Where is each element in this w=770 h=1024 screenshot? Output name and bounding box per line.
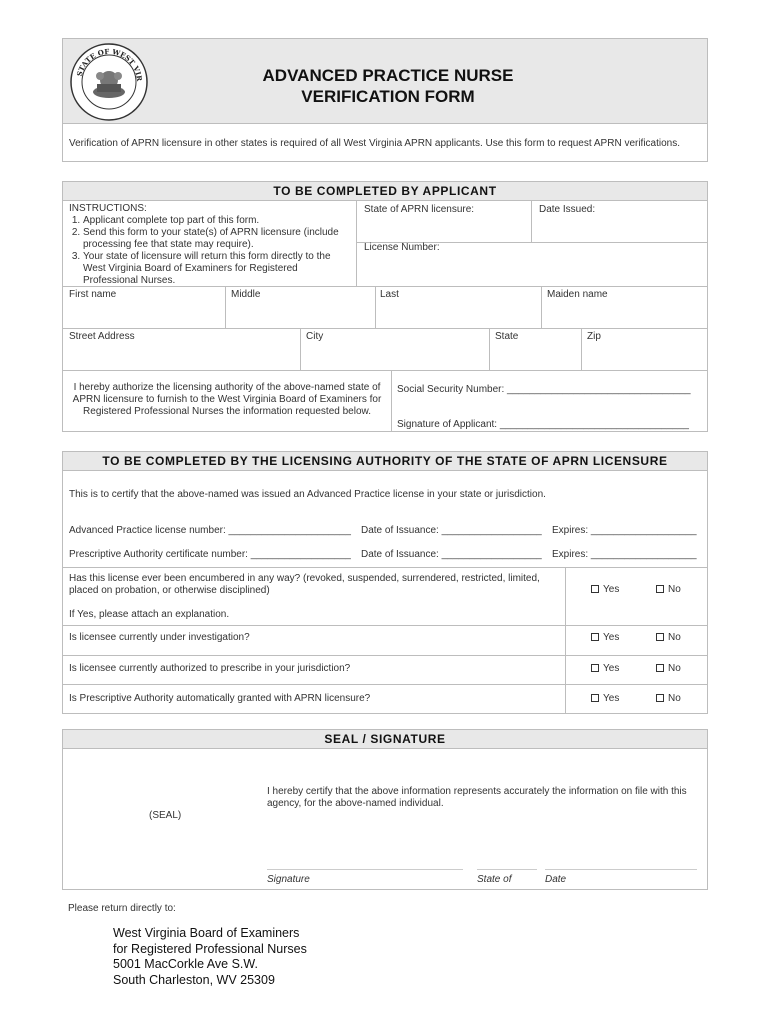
form-title-line1: ADVANCED PRACTICE NURSE [262, 66, 514, 85]
certificate-issuance-date-field[interactable]: Date of Issuance: __________________ [361, 549, 542, 560]
checkbox-icon [591, 694, 599, 702]
street-address-field[interactable]: Street Address [69, 331, 135, 342]
instruction-item: 2. Send this form to your state(s) of APRN licensure (include processing fee that state may require). [83, 227, 349, 251]
intro-box [62, 124, 708, 162]
authority-section-header: TO BE COMPLETED BY THE LICENSING AUTHORITY OF THE STATE OF APRN LICENSURE [62, 451, 708, 471]
question-prescriptive-authority: Is Prescriptive Authority automatically granted with APRN licensure? [69, 693, 371, 704]
checkbox-icon [656, 633, 664, 641]
q4-yes-checkbox[interactable] [591, 693, 619, 705]
ssn-field[interactable]: Social Security Number: _________________________________ [397, 384, 691, 395]
authority-certification-text: I hereby certify that the above information represents accurately the information on file with this agency, for the above-named individual. [267, 786, 687, 809]
address-line: for Registered Professional Nurses [113, 941, 307, 956]
question-prescribe: Is licensee currently authorized to prescribe in your jurisdiction? [69, 663, 351, 674]
return-address [113, 926, 307, 988]
checkbox-icon [591, 585, 599, 593]
q1-no-checkbox[interactable] [656, 584, 681, 596]
intro-text: Verification of APRN licensure in other states is required of all West Virginia APRN applicants. Use this form to request APRN verifications. [69, 138, 681, 149]
explanation-note: If Yes, please attach an explanation. [69, 609, 230, 620]
authority-certify-text: This is to certify that the above-named was issued an Advanced Practice license in your state or jurisdiction. [69, 489, 546, 500]
seal-section [62, 748, 708, 890]
first-name-field[interactable]: First name [69, 289, 117, 300]
last-name-field[interactable]: Last [380, 289, 399, 300]
no-label: No [668, 693, 681, 704]
q1-yes-checkbox[interactable] [591, 584, 619, 596]
question-encumbered: Has this license ever been encumbered in any way? (revoked, suspended, surrendered, restricted, limited, placed on probation, or otherwise disciplined) [69, 573, 540, 596]
license-number-field[interactable]: License Number: [364, 242, 440, 253]
return-label: Please return directly to: [68, 903, 176, 914]
yes-label: Yes [603, 663, 620, 674]
aprn-license-number-field[interactable]: Advanced Practice license number: ______________________ [69, 525, 351, 536]
applicant-section [62, 200, 708, 432]
checkbox-icon [656, 585, 664, 593]
license-expires-field[interactable]: Expires: ___________________ [552, 525, 697, 536]
date-issued-field[interactable]: Date Issued: [539, 204, 596, 215]
seal-placeholder: (SEAL) [149, 810, 182, 821]
city-field[interactable]: City [306, 331, 324, 342]
checkbox-icon [656, 694, 664, 702]
state-of-field[interactable]: State of [477, 874, 512, 885]
state-seal-logo [69, 42, 149, 122]
svg-text:STATE OF WEST VIRGINIA: STATE OF WEST VIR [74, 46, 145, 82]
yes-label: Yes [603, 632, 620, 643]
address-line: 5001 MacCorkle Ave S.W. [113, 957, 258, 971]
maiden-name-field[interactable]: Maiden name [547, 289, 608, 300]
certificate-expires-field[interactable]: Expires: ___________________ [552, 549, 697, 560]
signature-date-field[interactable]: Date [545, 874, 567, 885]
instructions-label: INSTRUCTIONS: [69, 203, 147, 214]
applicant-section-header: TO BE COMPLETED BY APPLICANT [62, 181, 708, 201]
prescriptive-certificate-number-field[interactable]: Prescriptive Authority certificate number: __________________ [69, 549, 351, 560]
q2-yes-checkbox[interactable] [591, 632, 619, 644]
middle-name-field[interactable]: Middle [231, 289, 261, 300]
address-line: South Charleston, WV 25309 [113, 972, 275, 987]
no-label: No [668, 663, 681, 674]
no-label: No [668, 632, 681, 643]
instruction-item: 1. Applicant complete top part of this form. [83, 215, 349, 227]
state-of-licensure-field[interactable]: State of APRN licensure: [364, 204, 475, 215]
checkbox-icon [591, 664, 599, 672]
header-banner [62, 38, 708, 124]
q2-no-checkbox[interactable] [656, 632, 681, 644]
form-title [223, 65, 553, 107]
yes-label: Yes [603, 693, 620, 704]
seal-section-header: SEAL / SIGNATURE [62, 729, 708, 749]
authority-section [62, 470, 708, 714]
instruction-item: 3. Your state of licensure will return this form directly to the West Virginia Board of Examiners for Registered Professional Nurses. [83, 251, 349, 287]
applicant-signature-field[interactable]: Signature of Applicant: __________________________________ [397, 419, 689, 430]
state-field[interactable]: State [495, 331, 519, 342]
question-investigation: Is licensee currently under investigation? [69, 632, 250, 643]
q4-no-checkbox[interactable] [656, 693, 681, 705]
zip-field[interactable]: Zip [587, 331, 601, 342]
authority-signature-field[interactable]: Signature [267, 874, 310, 885]
form-title-line2: VERIFICATION FORM [301, 87, 475, 106]
checkbox-icon [656, 664, 664, 672]
address-line: West Virginia Board of Examiners [113, 926, 300, 940]
q3-yes-checkbox[interactable] [591, 663, 619, 675]
q3-no-checkbox[interactable] [656, 663, 681, 675]
no-label: No [668, 584, 681, 595]
license-issuance-date-field[interactable]: Date of Issuance: __________________ [361, 525, 542, 536]
yes-label: Yes [603, 584, 620, 595]
checkbox-icon [591, 633, 599, 641]
authorization-text: I hereby authorize the licensing authority of the above-named state of APRN licensure to furnish to the West Virginia Board of Examiners for Registered Professional Nurses the information requested below. [72, 382, 382, 417]
instructions-block [69, 203, 349, 287]
